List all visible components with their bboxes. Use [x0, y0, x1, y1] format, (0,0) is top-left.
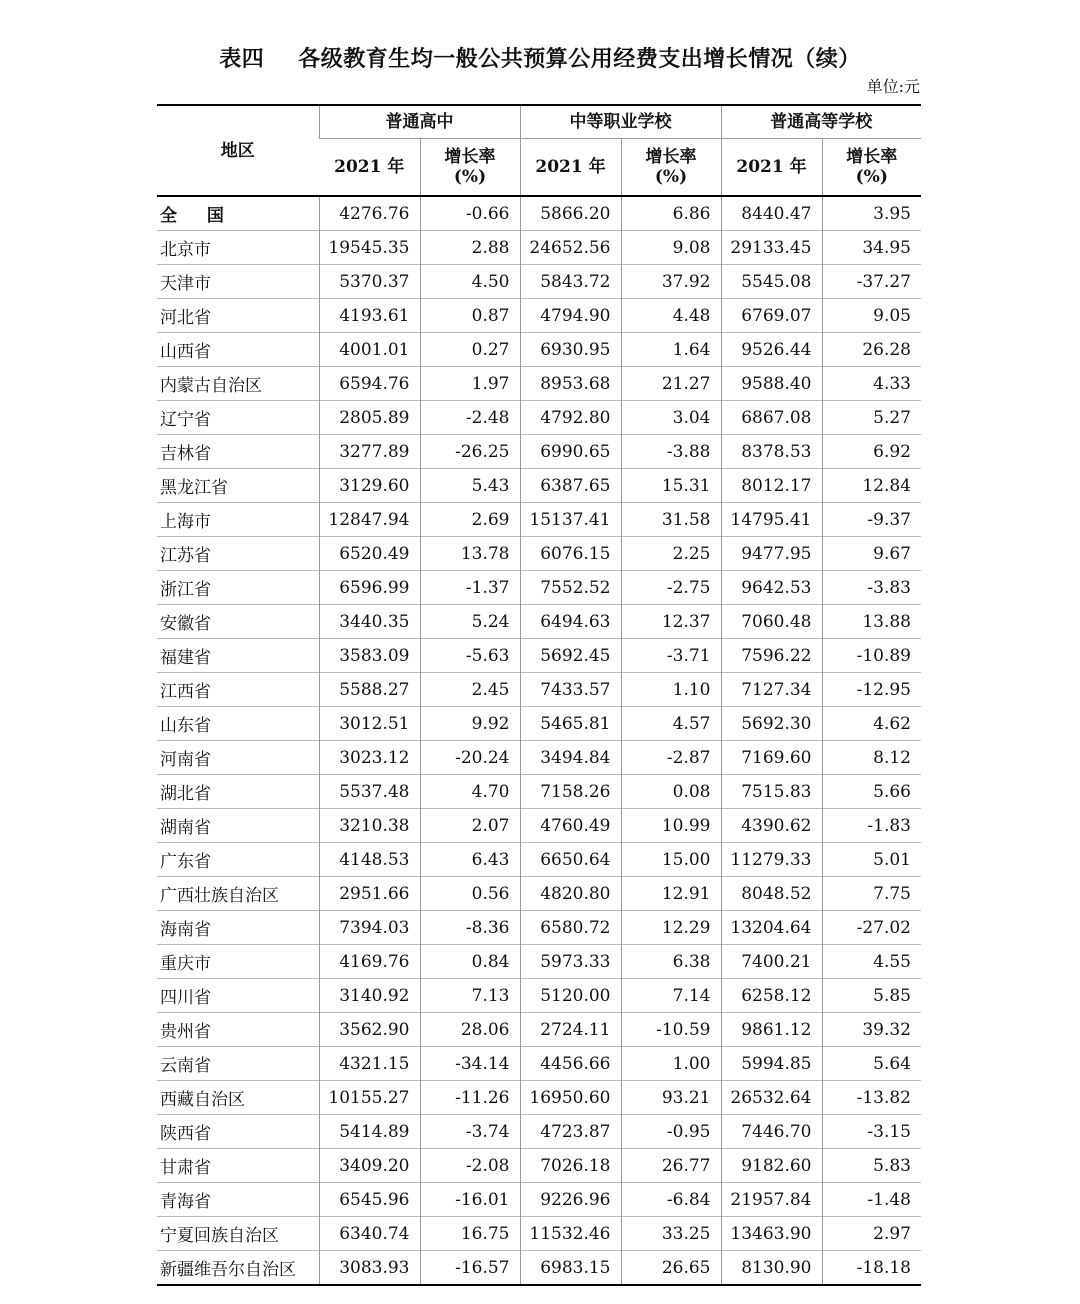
table-row	[157, 605, 921, 639]
growth-rate-cell: -34.14	[420, 1047, 520, 1081]
table-row	[157, 1217, 921, 1251]
rate-header: 增长率 (%)	[621, 139, 721, 197]
table-row	[157, 367, 921, 401]
amount-cell: 5973.33	[520, 945, 621, 979]
growth-rate-cell: 4.70	[420, 775, 520, 809]
amount-cell: 6596.99	[319, 571, 420, 605]
year-header: 2021 年	[520, 139, 621, 197]
growth-rate-cell: 9.92	[420, 707, 520, 741]
amount-cell: 5370.37	[319, 265, 420, 299]
amount-cell: 3012.51	[319, 707, 420, 741]
table-header	[157, 105, 921, 196]
table-row	[157, 196, 921, 231]
amount-cell: 5866.20	[520, 196, 621, 231]
growth-rate-cell: 3.04	[621, 401, 721, 435]
amount-cell: 3494.84	[520, 741, 621, 775]
amount-cell: 7060.48	[721, 605, 822, 639]
amount-cell: 5120.00	[520, 979, 621, 1013]
region-cell: 湖南省	[157, 809, 319, 843]
table-row	[157, 1047, 921, 1081]
growth-rate-cell: 5.01	[822, 843, 921, 877]
table-row	[157, 401, 921, 435]
amount-cell: 5692.30	[721, 707, 822, 741]
growth-rate-cell: 12.37	[621, 605, 721, 639]
table-row	[157, 911, 921, 945]
amount-cell: 7446.70	[721, 1115, 822, 1149]
amount-cell: 5843.72	[520, 265, 621, 299]
amount-cell: 6983.15	[520, 1251, 621, 1286]
table-row	[157, 775, 921, 809]
growth-rate-cell: 26.28	[822, 333, 921, 367]
table-row	[157, 639, 921, 673]
growth-rate-cell: 39.32	[822, 1013, 921, 1047]
amount-cell: 7552.52	[520, 571, 621, 605]
growth-rate-cell: -0.95	[621, 1115, 721, 1149]
growth-rate-cell: 26.65	[621, 1251, 721, 1286]
amount-cell: 9642.53	[721, 571, 822, 605]
region-cell: 重庆市	[157, 945, 319, 979]
growth-rate-cell: 4.55	[822, 945, 921, 979]
growth-rate-cell: -3.71	[621, 639, 721, 673]
growth-rate-cell: -16.57	[420, 1251, 520, 1286]
growth-rate-cell: -27.02	[822, 911, 921, 945]
growth-rate-cell: 7.14	[621, 979, 721, 1013]
growth-rate-cell: 10.99	[621, 809, 721, 843]
growth-rate-cell: -3.88	[621, 435, 721, 469]
table-row	[157, 741, 921, 775]
amount-cell: 6258.12	[721, 979, 822, 1013]
amount-cell: 4820.80	[520, 877, 621, 911]
region-cell: 云南省	[157, 1047, 319, 1081]
growth-rate-cell: 31.58	[621, 503, 721, 537]
amount-cell: 9477.95	[721, 537, 822, 571]
region-cell: 吉林省	[157, 435, 319, 469]
growth-rate-cell: 0.27	[420, 333, 520, 367]
region-cell: 海南省	[157, 911, 319, 945]
rate-header: 增长率 (%)	[420, 139, 520, 197]
expenditure-table	[157, 104, 921, 1286]
growth-rate-cell: 1.10	[621, 673, 721, 707]
amount-cell: 8048.52	[721, 877, 822, 911]
table-row	[157, 265, 921, 299]
growth-rate-cell: -10.89	[822, 639, 921, 673]
amount-cell: 3140.92	[319, 979, 420, 1013]
amount-cell: 8953.68	[520, 367, 621, 401]
amount-cell: 21957.84	[721, 1183, 822, 1217]
region-cell: 福建省	[157, 639, 319, 673]
region-cell: 黑龙江省	[157, 469, 319, 503]
region-cell: 河南省	[157, 741, 319, 775]
region-cell: 四川省	[157, 979, 319, 1013]
growth-rate-cell: -12.95	[822, 673, 921, 707]
amount-cell: 3583.09	[319, 639, 420, 673]
table-number: 表四	[219, 46, 265, 72]
growth-rate-cell: -1.83	[822, 809, 921, 843]
region-cell: 天津市	[157, 265, 319, 299]
growth-rate-cell: -6.84	[621, 1183, 721, 1217]
table-row	[157, 469, 921, 503]
growth-rate-cell: 2.45	[420, 673, 520, 707]
region-cell: 河北省	[157, 299, 319, 333]
growth-rate-cell: 2.69	[420, 503, 520, 537]
amount-cell: 6545.96	[319, 1183, 420, 1217]
amount-cell: 26532.64	[721, 1081, 822, 1115]
amount-cell: 6594.76	[319, 367, 420, 401]
table-row	[157, 333, 921, 367]
amount-cell: 7394.03	[319, 911, 420, 945]
amount-cell: 2724.11	[520, 1013, 621, 1047]
table-row	[157, 707, 921, 741]
growth-rate-cell: 12.29	[621, 911, 721, 945]
table-body	[157, 196, 921, 1285]
region-cell: 湖北省	[157, 775, 319, 809]
amount-cell: 16950.60	[520, 1081, 621, 1115]
growth-rate-cell: 9.05	[822, 299, 921, 333]
amount-cell: 7127.34	[721, 673, 822, 707]
region-cell: 全 国	[160, 206, 236, 226]
region-cell: 新疆维吾尔自治区	[157, 1251, 319, 1286]
growth-rate-cell: 2.97	[822, 1217, 921, 1251]
unit-label: 单位:元	[866, 77, 920, 96]
growth-rate-cell: -2.75	[621, 571, 721, 605]
amount-cell: 4148.53	[319, 843, 420, 877]
amount-cell: 24652.56	[520, 231, 621, 265]
growth-rate-cell: -37.27	[822, 265, 921, 299]
growth-rate-cell: 4.62	[822, 707, 921, 741]
growth-rate-cell: 5.43	[420, 469, 520, 503]
growth-rate-cell: 2.25	[621, 537, 721, 571]
growth-rate-cell: 8.12	[822, 741, 921, 775]
region-cell: 安徽省	[157, 605, 319, 639]
table-row	[157, 1251, 921, 1286]
amount-cell: 3277.89	[319, 435, 420, 469]
amount-cell: 9588.40	[721, 367, 822, 401]
amount-cell: 2805.89	[319, 401, 420, 435]
group-header-higher-ed: 普通高等学校	[721, 105, 921, 139]
amount-cell: 7400.21	[721, 945, 822, 979]
growth-rate-cell: 3.95	[822, 196, 921, 231]
growth-rate-cell: 7.13	[420, 979, 520, 1013]
amount-cell: 6520.49	[319, 537, 420, 571]
growth-rate-cell: -10.59	[621, 1013, 721, 1047]
table-row	[157, 877, 921, 911]
growth-rate-cell: 5.27	[822, 401, 921, 435]
growth-rate-cell: 28.06	[420, 1013, 520, 1047]
growth-rate-cell: 4.48	[621, 299, 721, 333]
amount-cell: 5465.81	[520, 707, 621, 741]
year-header: 2021 年	[721, 139, 822, 197]
table-title-text: 各级教育生均一般公共预算公用经费支出增长情况（续）	[298, 46, 861, 72]
region-cell: 山东省	[157, 707, 319, 741]
amount-cell: 4001.01	[319, 333, 420, 367]
table-row	[157, 537, 921, 571]
rate-header: 增长率 (%)	[822, 139, 921, 197]
amount-cell: 4169.76	[319, 945, 420, 979]
amount-cell: 9226.96	[520, 1183, 621, 1217]
growth-rate-cell: -3.83	[822, 571, 921, 605]
table-row	[157, 843, 921, 877]
table-row	[157, 299, 921, 333]
table-row	[157, 1183, 921, 1217]
amount-cell: 13204.64	[721, 911, 822, 945]
growth-rate-cell: -11.26	[420, 1081, 520, 1115]
amount-cell: 5545.08	[721, 265, 822, 299]
amount-cell: 29133.45	[721, 231, 822, 265]
amount-cell: 4723.87	[520, 1115, 621, 1149]
growth-rate-cell: -3.74	[420, 1115, 520, 1149]
growth-rate-cell: 0.08	[621, 775, 721, 809]
amount-cell: 4760.49	[520, 809, 621, 843]
amount-cell: 5414.89	[319, 1115, 420, 1149]
amount-cell: 8012.17	[721, 469, 822, 503]
amount-cell: 4276.76	[319, 196, 420, 231]
amount-cell: 3440.35	[319, 605, 420, 639]
growth-rate-cell: 12.91	[621, 877, 721, 911]
amount-cell: 9526.44	[721, 333, 822, 367]
table-title	[0, 42, 1080, 73]
amount-cell: 4792.80	[520, 401, 621, 435]
amount-cell: 5994.85	[721, 1047, 822, 1081]
amount-cell: 6650.64	[520, 843, 621, 877]
growth-rate-cell: 0.84	[420, 945, 520, 979]
growth-rate-cell: 34.95	[822, 231, 921, 265]
amount-cell: 6769.07	[721, 299, 822, 333]
growth-rate-cell: 4.33	[822, 367, 921, 401]
growth-rate-cell: 1.00	[621, 1047, 721, 1081]
growth-rate-cell: 4.50	[420, 265, 520, 299]
growth-rate-cell: 5.24	[420, 605, 520, 639]
growth-rate-cell: -3.15	[822, 1115, 921, 1149]
growth-rate-cell: 9.08	[621, 231, 721, 265]
growth-rate-cell: 7.75	[822, 877, 921, 911]
amount-cell: 11279.33	[721, 843, 822, 877]
growth-rate-cell: 1.64	[621, 333, 721, 367]
region-cell: 上海市	[157, 503, 319, 537]
amount-cell: 3562.90	[319, 1013, 420, 1047]
amount-cell: 6580.72	[520, 911, 621, 945]
growth-rate-cell: -1.37	[420, 571, 520, 605]
growth-rate-cell: 5.85	[822, 979, 921, 1013]
growth-rate-cell: -8.36	[420, 911, 520, 945]
table-row	[157, 1081, 921, 1115]
region-cell: 陕西省	[157, 1115, 319, 1149]
growth-rate-cell: 26.77	[621, 1149, 721, 1183]
growth-rate-cell: 4.57	[621, 707, 721, 741]
region-cell: 江苏省	[157, 537, 319, 571]
region-cell: 青海省	[157, 1183, 319, 1217]
growth-rate-cell: 21.27	[621, 367, 721, 401]
table-row	[157, 979, 921, 1013]
amount-cell: 6990.65	[520, 435, 621, 469]
amount-cell: 6387.65	[520, 469, 621, 503]
amount-cell: 6076.15	[520, 537, 621, 571]
amount-cell: 13463.90	[721, 1217, 822, 1251]
amount-cell: 7158.26	[520, 775, 621, 809]
amount-cell: 7169.60	[721, 741, 822, 775]
amount-cell: 8378.53	[721, 435, 822, 469]
table-row	[157, 435, 921, 469]
growth-rate-cell: 6.43	[420, 843, 520, 877]
region-cell: 江西省	[157, 673, 319, 707]
amount-cell: 5692.45	[520, 639, 621, 673]
table-row	[157, 1149, 921, 1183]
amount-cell: 15137.41	[520, 503, 621, 537]
group-header-high-school: 普通高中	[319, 105, 520, 139]
growth-rate-cell: 6.86	[621, 196, 721, 231]
table-row	[157, 1115, 921, 1149]
growth-rate-cell: -2.87	[621, 741, 721, 775]
growth-rate-cell: 2.07	[420, 809, 520, 843]
amount-cell: 9182.60	[721, 1149, 822, 1183]
group-header-vocational: 中等职业学校	[520, 105, 721, 139]
table-row	[157, 503, 921, 537]
region-cell: 西藏自治区	[157, 1081, 319, 1115]
growth-rate-cell: 2.88	[420, 231, 520, 265]
table-row	[157, 809, 921, 843]
region-cell: 广东省	[157, 843, 319, 877]
growth-rate-cell: 37.92	[621, 265, 721, 299]
amount-cell: 3409.20	[319, 1149, 420, 1183]
growth-rate-cell: -26.25	[420, 435, 520, 469]
growth-rate-cell: 13.88	[822, 605, 921, 639]
growth-rate-cell: 33.25	[621, 1217, 721, 1251]
amount-cell: 6494.63	[520, 605, 621, 639]
amount-cell: 6867.08	[721, 401, 822, 435]
amount-cell: 4456.66	[520, 1047, 621, 1081]
amount-cell: 5537.48	[319, 775, 420, 809]
amount-cell: 9861.12	[721, 1013, 822, 1047]
amount-cell: 3023.12	[319, 741, 420, 775]
growth-rate-cell: 12.84	[822, 469, 921, 503]
growth-rate-cell: 15.00	[621, 843, 721, 877]
amount-cell: 7026.18	[520, 1149, 621, 1183]
amount-cell: 8440.47	[721, 196, 822, 231]
amount-cell: 4321.15	[319, 1047, 420, 1081]
region-cell: 浙江省	[157, 571, 319, 605]
amount-cell: 6340.74	[319, 1217, 420, 1251]
growth-rate-cell: 5.64	[822, 1047, 921, 1081]
growth-rate-cell: -18.18	[822, 1251, 921, 1286]
amount-cell: 14795.41	[721, 503, 822, 537]
amount-cell: 4390.62	[721, 809, 822, 843]
amount-cell: 3129.60	[319, 469, 420, 503]
growth-rate-cell: 6.38	[621, 945, 721, 979]
amount-cell: 10155.27	[319, 1081, 420, 1115]
amount-cell: 7596.22	[721, 639, 822, 673]
growth-rate-cell: 0.56	[420, 877, 520, 911]
growth-rate-cell: -5.63	[420, 639, 520, 673]
amount-cell: 11532.46	[520, 1217, 621, 1251]
growth-rate-cell: -2.08	[420, 1149, 520, 1183]
amount-cell: 3210.38	[319, 809, 420, 843]
amount-cell: 2951.66	[319, 877, 420, 911]
table-row	[157, 673, 921, 707]
growth-rate-cell: -0.66	[420, 196, 520, 231]
growth-rate-cell: -2.48	[420, 401, 520, 435]
amount-cell: 7433.57	[520, 673, 621, 707]
region-cell: 内蒙古自治区	[157, 367, 319, 401]
region-cell: 山西省	[157, 333, 319, 367]
region-header: 地区	[157, 105, 319, 196]
growth-rate-cell: 93.21	[621, 1081, 721, 1115]
growth-rate-cell: 0.87	[420, 299, 520, 333]
region-cell: 甘肃省	[157, 1149, 319, 1183]
growth-rate-cell: 6.92	[822, 435, 921, 469]
growth-rate-cell: 5.66	[822, 775, 921, 809]
table-row	[157, 571, 921, 605]
growth-rate-cell: 16.75	[420, 1217, 520, 1251]
growth-rate-cell: 15.31	[621, 469, 721, 503]
amount-cell: 4193.61	[319, 299, 420, 333]
table-row	[157, 231, 921, 265]
region-cell: 宁夏回族自治区	[157, 1217, 319, 1251]
amount-cell: 19545.35	[319, 231, 420, 265]
growth-rate-cell: -16.01	[420, 1183, 520, 1217]
amount-cell: 3083.93	[319, 1251, 420, 1286]
region-cell: 北京市	[157, 231, 319, 265]
amount-cell: 5588.27	[319, 673, 420, 707]
growth-rate-cell: -9.37	[822, 503, 921, 537]
growth-rate-cell: 13.78	[420, 537, 520, 571]
table-row	[157, 945, 921, 979]
region-cell: 辽宁省	[157, 401, 319, 435]
amount-cell: 12847.94	[319, 503, 420, 537]
growth-rate-cell: -1.48	[822, 1183, 921, 1217]
region-cell: 贵州省	[157, 1013, 319, 1047]
growth-rate-cell: -20.24	[420, 741, 520, 775]
growth-rate-cell: 1.97	[420, 367, 520, 401]
amount-cell: 6930.95	[520, 333, 621, 367]
year-header: 2021 年	[334, 157, 405, 177]
growth-rate-cell: 9.67	[822, 537, 921, 571]
table-row	[157, 1013, 921, 1047]
amount-cell: 8130.90	[721, 1251, 822, 1286]
growth-rate-cell: -13.82	[822, 1081, 921, 1115]
amount-cell: 4794.90	[520, 299, 621, 333]
amount-cell: 7515.83	[721, 775, 822, 809]
growth-rate-cell: 5.83	[822, 1149, 921, 1183]
region-cell: 广西壮族自治区	[157, 877, 319, 911]
